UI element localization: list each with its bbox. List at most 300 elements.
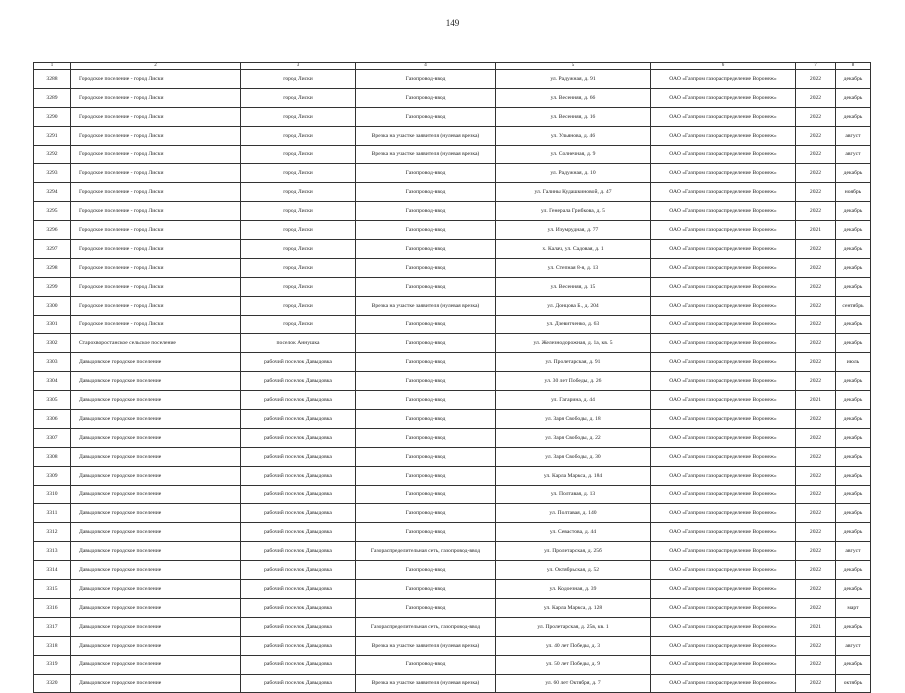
- row-number-cell: 3291: [34, 126, 71, 145]
- column-number: 7: [796, 63, 836, 70]
- organization-cell: ОАО «Газпром газораспределение Воронеж»: [651, 636, 796, 655]
- month-cell: июль: [836, 353, 871, 372]
- address-cell: ул. Радужная, д. 91: [496, 70, 651, 89]
- address-cell: ул. Карла Маркса, д. 184: [496, 466, 651, 485]
- year-cell: 2022: [796, 277, 836, 296]
- table-row: [34, 126, 871, 145]
- month-cell: декабрь: [836, 428, 871, 447]
- table-row: [34, 183, 871, 202]
- table-row: [34, 145, 871, 164]
- locality-cell: город Лиски: [241, 164, 356, 183]
- row-number-cell: 3289: [34, 88, 71, 107]
- month-cell: декабрь: [836, 466, 871, 485]
- locality-cell: город Лиски: [241, 183, 356, 202]
- address-cell: ул. Пролетарская, д. 91: [496, 353, 651, 372]
- object-cell: Газопровод-ввод: [356, 523, 496, 542]
- month-cell: август: [836, 126, 871, 145]
- table-row: [34, 70, 871, 89]
- settlement-cell: Городское поселение - город Лиски: [71, 221, 241, 240]
- address-cell: ул. Севастова, д. 44: [496, 523, 651, 542]
- year-cell: 2022: [796, 126, 836, 145]
- month-cell: декабрь: [836, 88, 871, 107]
- year-cell: 2022: [796, 183, 836, 202]
- month-cell: декабрь: [836, 617, 871, 636]
- object-cell: Газопровод-ввод: [356, 353, 496, 372]
- column-number: 8: [836, 63, 871, 70]
- year-cell: 2021: [796, 221, 836, 240]
- table-row: [34, 391, 871, 410]
- address-cell: ул. Ульянова, д. 46: [496, 126, 651, 145]
- settlement-cell: Городское поселение - город Лиски: [71, 296, 241, 315]
- locality-cell: город Лиски: [241, 296, 356, 315]
- month-cell: сентябрь: [836, 296, 871, 315]
- address-cell: ул. 40 лет Победы, д. 3: [496, 636, 651, 655]
- organization-cell: ОАО «Газпром газораспределение Воронеж»: [651, 372, 796, 391]
- row-number-cell: 3304: [34, 372, 71, 391]
- month-cell: декабрь: [836, 561, 871, 580]
- row-number-cell: 3296: [34, 221, 71, 240]
- column-number: 1: [34, 63, 71, 70]
- row-number-cell: 3290: [34, 107, 71, 126]
- address-cell: ул. 30 лет Победы, д. 26: [496, 372, 651, 391]
- object-cell: Газопровод-ввод: [356, 428, 496, 447]
- organization-cell: ОАО «Газпром газораспределение Воронеж»: [651, 183, 796, 202]
- settlement-cell: Давыдовское городское поселение: [71, 542, 241, 561]
- organization-cell: ОАО «Газпром газораспределение Воронеж»: [651, 126, 796, 145]
- month-cell: август: [836, 145, 871, 164]
- month-cell: декабрь: [836, 655, 871, 674]
- address-cell: ул. Гагарина, д. 44: [496, 391, 651, 410]
- settlement-cell: Городское поселение - город Лиски: [71, 88, 241, 107]
- table-row: [34, 240, 871, 259]
- row-number-cell: 3300: [34, 296, 71, 315]
- locality-cell: рабочий поселок Давыдовка: [241, 447, 356, 466]
- year-cell: 2022: [796, 542, 836, 561]
- organization-cell: ОАО «Газпром газораспределение Воронеж»: [651, 655, 796, 674]
- organization-cell: ОАО «Газпром газораспределение Воронеж»: [651, 523, 796, 542]
- settlement-cell: Давыдовское городское поселение: [71, 504, 241, 523]
- locality-cell: рабочий поселок Давыдовка: [241, 353, 356, 372]
- table-row: [34, 598, 871, 617]
- year-cell: 2022: [796, 70, 836, 89]
- month-cell: август: [836, 542, 871, 561]
- object-cell: Газопровод-ввод: [356, 580, 496, 599]
- locality-cell: рабочий поселок Давыдовка: [241, 636, 356, 655]
- organization-cell: ОАО «Газпром газораспределение Воронеж»: [651, 466, 796, 485]
- organization-cell: ОАО «Газпром газораспределение Воронеж»: [651, 240, 796, 259]
- row-number-cell: 3299: [34, 277, 71, 296]
- year-cell: 2022: [796, 504, 836, 523]
- row-number-cell: 3302: [34, 334, 71, 353]
- object-cell: Врезка на участке заявителя (нулевая врезка): [356, 636, 496, 655]
- month-cell: декабрь: [836, 240, 871, 259]
- table-row: [34, 636, 871, 655]
- organization-cell: ОАО «Газпром газораспределение Воронеж»: [651, 353, 796, 372]
- row-number-cell: 3312: [34, 523, 71, 542]
- settlement-cell: Давыдовское городское поселение: [71, 391, 241, 410]
- table-row: [34, 277, 871, 296]
- locality-cell: рабочий поселок Давыдовка: [241, 617, 356, 636]
- object-cell: Врезка на участке заявителя (нулевая врезка): [356, 674, 496, 693]
- table-row: [34, 296, 871, 315]
- year-cell: 2022: [796, 523, 836, 542]
- year-cell: 2022: [796, 315, 836, 334]
- year-cell: 2022: [796, 674, 836, 693]
- organization-cell: ОАО «Газпром газораспределение Воронеж»: [651, 258, 796, 277]
- address-cell: ул. Пролетарская, д. 25б: [496, 542, 651, 561]
- year-cell: 2022: [796, 561, 836, 580]
- year-cell: 2022: [796, 485, 836, 504]
- object-cell: Газопровод-ввод: [356, 410, 496, 429]
- table-row: [34, 504, 871, 523]
- row-number-cell: 3301: [34, 315, 71, 334]
- table-row: [34, 88, 871, 107]
- locality-cell: город Лиски: [241, 126, 356, 145]
- row-number-cell: 3307: [34, 428, 71, 447]
- year-cell: 2022: [796, 428, 836, 447]
- row-number-cell: 3309: [34, 466, 71, 485]
- address-cell: ул. Галины Кудашкиновой, д. 47: [496, 183, 651, 202]
- page-number: 149: [445, 18, 460, 28]
- locality-cell: рабочий поселок Давыдовка: [241, 428, 356, 447]
- year-cell: 2022: [796, 334, 836, 353]
- settlement-cell: Давыдовское городское поселение: [71, 655, 241, 674]
- settlement-cell: Давыдовское городское поселение: [71, 410, 241, 429]
- settlement-cell: Городское поселение - город Лиски: [71, 258, 241, 277]
- month-cell: декабрь: [836, 523, 871, 542]
- row-number-cell: 3317: [34, 617, 71, 636]
- organization-cell: ОАО «Газпром газораспределение Воронеж»: [651, 504, 796, 523]
- locality-cell: поселок Аннушка: [241, 334, 356, 353]
- year-cell: 2022: [796, 107, 836, 126]
- organization-cell: ОАО «Газпром газораспределение Воронеж»: [651, 164, 796, 183]
- settlement-cell: Городское поселение - город Лиски: [71, 183, 241, 202]
- row-number-cell: 3297: [34, 240, 71, 259]
- object-cell: Газопровод-ввод: [356, 485, 496, 504]
- column-number: 5: [496, 63, 651, 70]
- year-cell: 2022: [796, 447, 836, 466]
- month-cell: декабрь: [836, 277, 871, 296]
- locality-cell: рабочий поселок Давыдовка: [241, 466, 356, 485]
- table-row: [34, 523, 871, 542]
- locality-cell: город Лиски: [241, 258, 356, 277]
- object-cell: Газопровод-ввод: [356, 315, 496, 334]
- address-cell: ул. Полтавая, д. 140: [496, 504, 651, 523]
- year-cell: 2022: [796, 466, 836, 485]
- row-number-cell: 3318: [34, 636, 71, 655]
- object-cell: Газопровод-ввод: [356, 164, 496, 183]
- address-cell: ул. Весенняя, д. 66: [496, 88, 651, 107]
- address-cell: ул. Полтавая, д. 13: [496, 485, 651, 504]
- table-row: [34, 580, 871, 599]
- year-cell: 2022: [796, 580, 836, 599]
- organization-cell: ОАО «Газпром газораспределение Воронеж»: [651, 598, 796, 617]
- object-cell: Врезка на участке заявителя (нулевая врезка): [356, 296, 496, 315]
- column-number-row: [34, 63, 871, 70]
- organization-cell: ОАО «Газпром газораспределение Воронеж»: [651, 617, 796, 636]
- table-row: [34, 655, 871, 674]
- column-number: 4: [356, 63, 496, 70]
- settlement-cell: Давыдовское городское поселение: [71, 598, 241, 617]
- year-cell: 2022: [796, 240, 836, 259]
- row-number-cell: 3313: [34, 542, 71, 561]
- address-cell: ул. Солнечная, д. 9: [496, 145, 651, 164]
- settlement-cell: Городское поселение - город Лиски: [71, 240, 241, 259]
- locality-cell: город Лиски: [241, 277, 356, 296]
- settlement-cell: Старохворостанское сельское поселение: [71, 334, 241, 353]
- organization-cell: ОАО «Газпром газораспределение Воронеж»: [651, 485, 796, 504]
- settlement-cell: Городское поселение - город Лиски: [71, 126, 241, 145]
- row-number-cell: 3294: [34, 183, 71, 202]
- settlement-cell: Городское поселение - город Лиски: [71, 315, 241, 334]
- settlement-cell: Давыдовское городское поселение: [71, 485, 241, 504]
- column-number: 3: [241, 63, 356, 70]
- month-cell: декабрь: [836, 504, 871, 523]
- month-cell: декабрь: [836, 334, 871, 353]
- address-cell: ул. Железнодорожная, д. 1а, кв. 5: [496, 334, 651, 353]
- settlement-cell: Давыдовское городское поселение: [71, 674, 241, 693]
- year-cell: 2022: [796, 353, 836, 372]
- organization-cell: ОАО «Газпром газораспределение Воронеж»: [651, 296, 796, 315]
- month-cell: декабрь: [836, 485, 871, 504]
- year-cell: 2022: [796, 636, 836, 655]
- year-cell: 2021: [796, 617, 836, 636]
- month-cell: декабрь: [836, 315, 871, 334]
- object-cell: Газопровод-ввод: [356, 391, 496, 410]
- locality-cell: город Лиски: [241, 240, 356, 259]
- object-cell: Газопровод-ввод: [356, 107, 496, 126]
- locality-cell: город Лиски: [241, 145, 356, 164]
- address-cell: ул. Заря Свободы, д. 22: [496, 428, 651, 447]
- locality-cell: рабочий поселок Давыдовка: [241, 655, 356, 674]
- address-cell: ул. Степная 8-я, д. 13: [496, 258, 651, 277]
- row-number-cell: 3308: [34, 447, 71, 466]
- organization-cell: ОАО «Газпром газораспределение Воронеж»: [651, 202, 796, 221]
- organization-cell: ОАО «Газпром газораспределение Воронеж»: [651, 145, 796, 164]
- object-cell: Газопровод-ввод: [356, 258, 496, 277]
- object-cell: Газораспределительная сеть, газопровод-ввод: [356, 542, 496, 561]
- address-cell: ул. Заря Свободы, д. 18: [496, 410, 651, 429]
- address-cell: ул. 50 лет Победы, д. 9: [496, 655, 651, 674]
- locality-cell: рабочий поселок Давыдовка: [241, 598, 356, 617]
- object-cell: Газопровод-ввод: [356, 334, 496, 353]
- settlement-cell: Давыдовское городское поселение: [71, 636, 241, 655]
- object-cell: Газопровод-ввод: [356, 221, 496, 240]
- address-cell: ул. Карла Маркса, д. 128: [496, 598, 651, 617]
- organization-cell: ОАО «Газпром газораспределение Воронеж»: [651, 88, 796, 107]
- row-number-cell: 3314: [34, 561, 71, 580]
- object-cell: Газопровод-ввод: [356, 277, 496, 296]
- organization-cell: ОАО «Газпром газораспределение Воронеж»: [651, 542, 796, 561]
- object-cell: Газопровод-ввод: [356, 372, 496, 391]
- address-cell: ул. Весенняя, д. 16: [496, 107, 651, 126]
- settlement-cell: Давыдовское городское поселение: [71, 428, 241, 447]
- month-cell: декабрь: [836, 410, 871, 429]
- table-row: [34, 334, 871, 353]
- organization-cell: ОАО «Газпром газораспределение Воронеж»: [651, 277, 796, 296]
- table-row: [34, 542, 871, 561]
- organization-cell: ОАО «Газпром газораспределение Воронеж»: [651, 334, 796, 353]
- year-cell: 2021: [796, 391, 836, 410]
- settlement-cell: Давыдовское городское поселение: [71, 466, 241, 485]
- row-number-cell: 3292: [34, 145, 71, 164]
- organization-cell: ОАО «Газпром газораспределение Воронеж»: [651, 70, 796, 89]
- gas-connection-table: [33, 62, 871, 693]
- locality-cell: город Лиски: [241, 315, 356, 334]
- table-row: [34, 221, 871, 240]
- month-cell: декабрь: [836, 258, 871, 277]
- address-cell: ул. Октябрьская, д. 52: [496, 561, 651, 580]
- address-cell: ул. Кодоезная, д. 39: [496, 580, 651, 599]
- table-row: [34, 353, 871, 372]
- table-row: [34, 485, 871, 504]
- object-cell: Газопровод-ввод: [356, 598, 496, 617]
- month-cell: декабрь: [836, 70, 871, 89]
- table-row: [34, 617, 871, 636]
- object-cell: Газопровод-ввод: [356, 466, 496, 485]
- settlement-cell: Городское поселение - город Лиски: [71, 277, 241, 296]
- table-row: [34, 674, 871, 693]
- settlement-cell: Городское поселение - город Лиски: [71, 164, 241, 183]
- month-cell: декабрь: [836, 391, 871, 410]
- organization-cell: ОАО «Газпром газораспределение Воронеж»: [651, 410, 796, 429]
- table-row: [34, 164, 871, 183]
- locality-cell: рабочий поселок Давыдовка: [241, 485, 356, 504]
- row-number-cell: 3320: [34, 674, 71, 693]
- month-cell: декабрь: [836, 372, 871, 391]
- month-cell: декабрь: [836, 447, 871, 466]
- year-cell: 2022: [796, 598, 836, 617]
- year-cell: 2022: [796, 372, 836, 391]
- row-number-cell: 3306: [34, 410, 71, 429]
- row-number-cell: 3316: [34, 598, 71, 617]
- year-cell: 2022: [796, 655, 836, 674]
- address-cell: ул. Пролетарская, д. 25в, кв. 1: [496, 617, 651, 636]
- table-row: [34, 107, 871, 126]
- object-cell: Газопровод-ввод: [356, 183, 496, 202]
- locality-cell: город Лиски: [241, 202, 356, 221]
- organization-cell: ОАО «Газпром газораспределение Воронеж»: [651, 428, 796, 447]
- settlement-cell: Давыдовское городское поселение: [71, 580, 241, 599]
- locality-cell: рабочий поселок Давыдовка: [241, 542, 356, 561]
- locality-cell: город Лиски: [241, 70, 356, 89]
- object-cell: Газопровод-ввод: [356, 240, 496, 259]
- row-number-cell: 3311: [34, 504, 71, 523]
- organization-cell: ОАО «Газпром газораспределение Воронеж»: [651, 447, 796, 466]
- month-cell: декабрь: [836, 580, 871, 599]
- object-cell: Врезка на участке заявителя (нулевая врезка): [356, 145, 496, 164]
- column-number: 6: [651, 63, 796, 70]
- object-cell: Газопровод-ввод: [356, 504, 496, 523]
- settlement-cell: Давыдовское городское поселение: [71, 353, 241, 372]
- table-row: [34, 202, 871, 221]
- organization-cell: ОАО «Газпром газораспределение Воронеж»: [651, 315, 796, 334]
- year-cell: 2022: [796, 145, 836, 164]
- organization-cell: ОАО «Газпром газораспределение Воронеж»: [651, 221, 796, 240]
- year-cell: 2022: [796, 202, 836, 221]
- year-cell: 2022: [796, 164, 836, 183]
- locality-cell: рабочий поселок Давыдовка: [241, 504, 356, 523]
- locality-cell: рабочий поселок Давыдовка: [241, 523, 356, 542]
- organization-cell: ОАО «Газпром газораспределение Воронеж»: [651, 674, 796, 693]
- address-cell: х. Калач, ул. Садовая, д. 1: [496, 240, 651, 259]
- object-cell: Врезка на участке заявителя (нулевая врезка): [356, 126, 496, 145]
- locality-cell: город Лиски: [241, 221, 356, 240]
- settlement-cell: Давыдовское городское поселение: [71, 447, 241, 466]
- settlement-cell: Давыдовское городское поселение: [71, 372, 241, 391]
- column-number: 2: [71, 63, 241, 70]
- organization-cell: ОАО «Газпром газораспределение Воронеж»: [651, 391, 796, 410]
- year-cell: 2022: [796, 410, 836, 429]
- table-row: [34, 561, 871, 580]
- address-cell: ул. Радужная, д. 10: [496, 164, 651, 183]
- settlement-cell: Давыдовское городское поселение: [71, 523, 241, 542]
- table-row: [34, 410, 871, 429]
- address-cell: ул. Заря Свободы, д. 30: [496, 447, 651, 466]
- settlement-cell: Городское поселение - город Лиски: [71, 107, 241, 126]
- settlement-cell: Городское поселение - город Лиски: [71, 70, 241, 89]
- settlement-cell: Давыдовское городское поселение: [71, 561, 241, 580]
- table-row: [34, 372, 871, 391]
- locality-cell: рабочий поселок Давыдовка: [241, 372, 356, 391]
- address-cell: ул. Донцова Б., д. 204: [496, 296, 651, 315]
- row-number-cell: 3295: [34, 202, 71, 221]
- row-number-cell: 3315: [34, 580, 71, 599]
- object-cell: Газопровод-ввод: [356, 70, 496, 89]
- locality-cell: город Лиски: [241, 88, 356, 107]
- row-number-cell: 3303: [34, 353, 71, 372]
- month-cell: декабрь: [836, 107, 871, 126]
- row-number-cell: 3288: [34, 70, 71, 89]
- month-cell: декабрь: [836, 221, 871, 240]
- object-cell: Газораспределительная сеть, газопровод-ввод: [356, 617, 496, 636]
- row-number-cell: 3310: [34, 485, 71, 504]
- locality-cell: рабочий поселок Давыдовка: [241, 580, 356, 599]
- row-number-cell: 3293: [34, 164, 71, 183]
- locality-cell: город Лиски: [241, 107, 356, 126]
- locality-cell: рабочий поселок Давыдовка: [241, 674, 356, 693]
- year-cell: 2022: [796, 296, 836, 315]
- object-cell: Газопровод-ввод: [356, 447, 496, 466]
- row-number-cell: 3319: [34, 655, 71, 674]
- table-row: [34, 315, 871, 334]
- table-row: [34, 466, 871, 485]
- object-cell: Газопровод-ввод: [356, 88, 496, 107]
- settlement-cell: Городское поселение - город Лиски: [71, 145, 241, 164]
- month-cell: август: [836, 636, 871, 655]
- row-number-cell: 3298: [34, 258, 71, 277]
- settlement-cell: Городское поселение - город Лиски: [71, 202, 241, 221]
- organization-cell: ОАО «Газпром газораспределение Воронеж»: [651, 107, 796, 126]
- month-cell: декабрь: [836, 164, 871, 183]
- year-cell: 2022: [796, 88, 836, 107]
- address-cell: ул. 60 лет Октября, д. 7: [496, 674, 651, 693]
- address-cell: ул. Весенняя, д. 15: [496, 277, 651, 296]
- object-cell: Газопровод-ввод: [356, 561, 496, 580]
- address-cell: ул. Генерала Грибкова, д. 5: [496, 202, 651, 221]
- object-cell: Газопровод-ввод: [356, 655, 496, 674]
- settlement-cell: Давыдовское городское поселение: [71, 617, 241, 636]
- year-cell: 2022: [796, 258, 836, 277]
- month-cell: октябрь: [836, 674, 871, 693]
- organization-cell: ОАО «Газпром газораспределение Воронеж»: [651, 561, 796, 580]
- table-row: [34, 428, 871, 447]
- address-cell: ул. Дзевитченко, д. 63: [496, 315, 651, 334]
- table-row: [34, 258, 871, 277]
- organization-cell: ОАО «Газпром газораспределение Воронеж»: [651, 580, 796, 599]
- month-cell: декабрь: [836, 202, 871, 221]
- locality-cell: рабочий поселок Давыдовка: [241, 410, 356, 429]
